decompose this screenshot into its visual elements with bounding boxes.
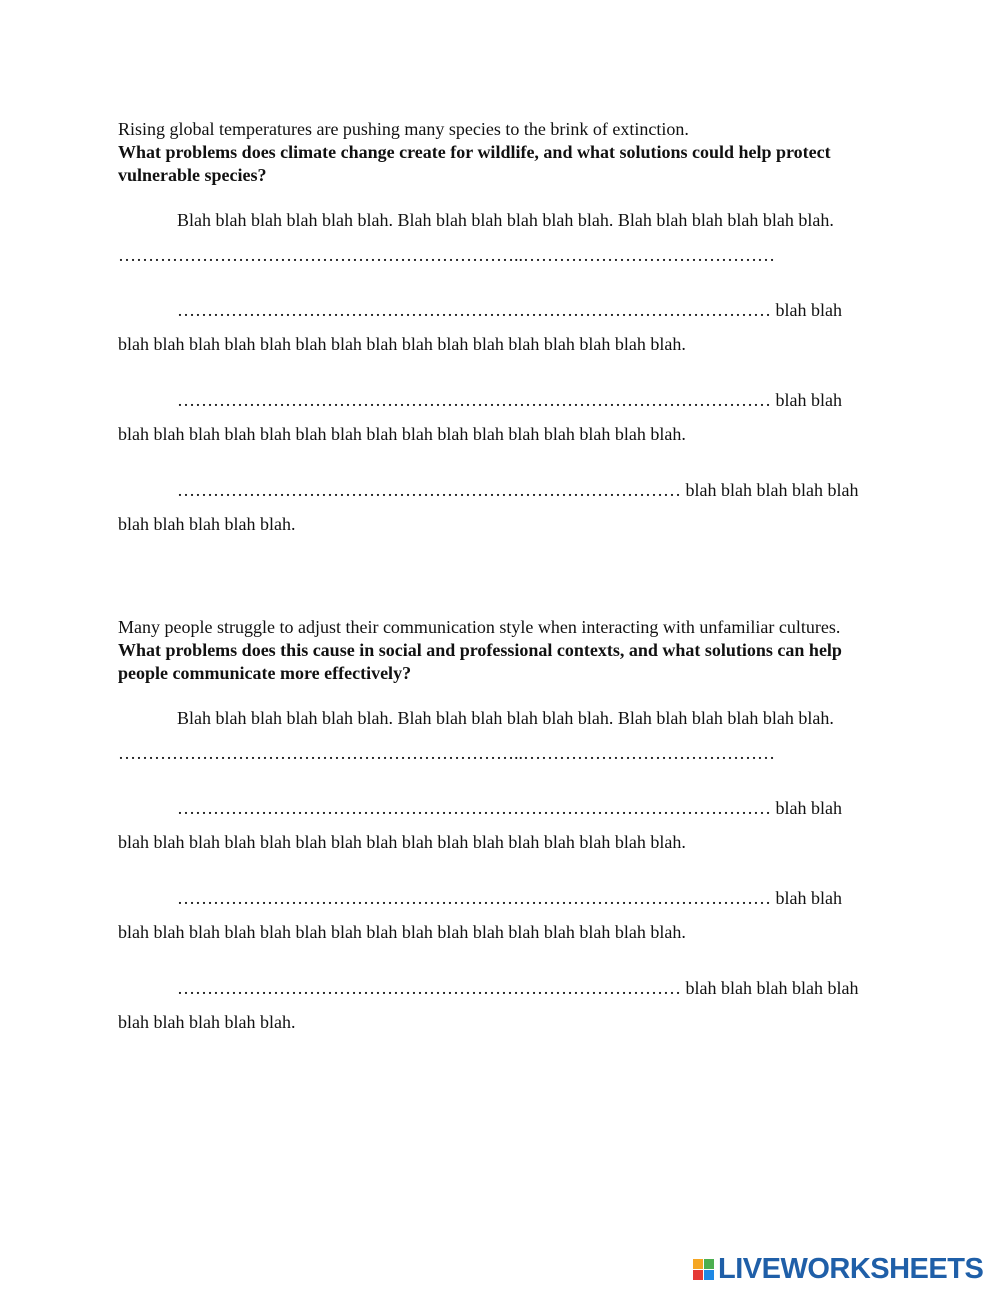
- answer-paragraph: blah blah blah blah blah blah blah blah blah blah blah blah blah blah blah blah.: [118, 334, 686, 354]
- liveworksheets-logo: [693, 1254, 983, 1284]
- logo-block: [704, 1259, 714, 1269]
- logo-block: [693, 1259, 703, 1269]
- answer-blank-line: ………………………………………………………………………… blah blah blah blah blah: [177, 480, 859, 500]
- intro-text: Many people struggle to adjust their communication style when interacting with unfamiliar cultures.: [118, 617, 841, 637]
- answer-paragraph: blah blah blah blah blah blah blah blah blah blah blah blah blah blah blah blah.: [118, 922, 686, 942]
- answer-blank-line: …………………………………………………………..……………………………………: [118, 743, 775, 763]
- logo-block: [704, 1270, 714, 1280]
- answer-blank-line: …………………………………………………………..……………………………………: [118, 245, 775, 265]
- answer-paragraph: blah blah blah blah blah blah blah blah blah blah blah blah blah blah blah blah.: [118, 832, 686, 852]
- answer-paragraph: Blah blah blah blah blah blah. Blah blah blah blah blah blah. Blah blah blah blah blah blah.: [177, 210, 834, 230]
- answer-paragraph: blah blah blah blah blah.: [118, 1012, 296, 1032]
- answer-blank-line: ……………………………………………………………………………………… blah blah: [177, 798, 842, 818]
- answer-blank-line: ……………………………………………………………………………………… blah blah: [177, 300, 842, 320]
- intro-text: Rising global temperatures are pushing many species to the brink of extinction.: [118, 119, 689, 139]
- answer-blank-line: ……………………………………………………………………………………… blah blah: [177, 888, 842, 908]
- answer-blank-line: ……………………………………………………………………………………… blah blah: [177, 390, 842, 410]
- question-text: people communicate more effectively?: [118, 663, 412, 683]
- logo-text: LIVEWORKSHEETS: [718, 1252, 984, 1285]
- logo-block: [693, 1270, 703, 1280]
- answer-blank-line: ………………………………………………………………………… blah blah blah blah blah: [177, 978, 859, 998]
- answer-paragraph: blah blah blah blah blah.: [118, 514, 296, 534]
- question-text: What problems does climate change create for wildlife, and what solutions could help protect: [118, 142, 831, 162]
- question-text: What problems does this cause in social and professional contexts, and what solutions can help: [118, 640, 842, 660]
- answer-paragraph: blah blah blah blah blah blah blah blah blah blah blah blah blah blah blah blah.: [118, 424, 686, 444]
- answer-paragraph: Blah blah blah blah blah blah. Blah blah blah blah blah blah. Blah blah blah blah blah blah.: [177, 708, 834, 728]
- logo-blocks-icon: [693, 1259, 714, 1280]
- question-text: vulnerable species?: [118, 165, 267, 185]
